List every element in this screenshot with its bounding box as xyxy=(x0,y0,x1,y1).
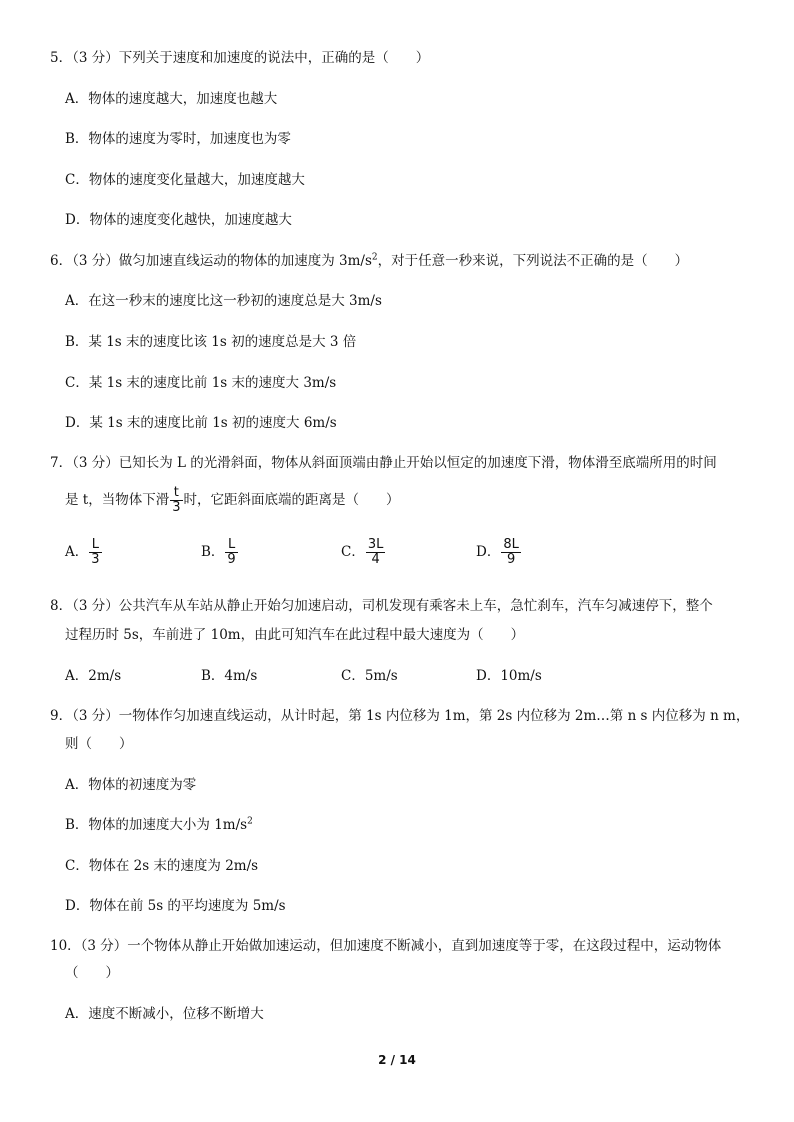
q7-option-d-num: 8L xyxy=(503,537,519,552)
q9-stem-line2: 则（ ） xyxy=(65,736,133,752)
q7-option-c-num: 3L xyxy=(367,537,384,552)
q6-stem-pre: 6．（3 分）做匀加速直线运动的物体的加速度为 3m/s xyxy=(50,253,372,269)
q8-option-b: B．4m/s xyxy=(201,668,258,684)
q6-stem xyxy=(50,252,688,270)
q6-stem-post: ，对于任意一秒来说，下列说法不正确的是（ ） xyxy=(377,253,689,269)
q7-stem-frac-den: 3 xyxy=(172,500,181,515)
q6-option-d: D．某 1s 末的速度比前 1s 初的速度大 6m/s xyxy=(65,415,337,431)
q8-option-a: A．2m/s xyxy=(65,668,122,684)
q7-option-a-fraction xyxy=(89,538,101,567)
q7-stem-frac-num: t xyxy=(170,486,182,501)
q7-option-d xyxy=(476,538,522,567)
q6-stem-sup: 2 xyxy=(371,252,378,263)
q9-option-c: C．物体在 2s 末的速度为 2m/s xyxy=(65,858,259,874)
q9-option-d: D．物体在前 5s 的平均速度为 5m/s xyxy=(65,898,286,914)
q7-option-a-den: 3 xyxy=(91,552,100,567)
q7-option-a-num: L xyxy=(89,538,101,553)
q7-option-c-den: 4 xyxy=(371,552,380,567)
q8-option-c: C．5m/s xyxy=(341,668,398,684)
q7-stem-fraction xyxy=(170,486,182,515)
q7-option-b xyxy=(201,538,239,567)
q7-option-c-fraction xyxy=(366,538,386,567)
q5-option-a: A．物体的速度越大，加速度也越大 xyxy=(65,91,278,107)
q7-stem-line1: 7．（3 分）已知长为 L 的光滑斜面，物体从斜面顶端由静止开始以恒定的加速度下滑，物体滑至底端所用的时间 xyxy=(50,455,717,471)
q7-option-b-label: B． xyxy=(201,544,225,560)
q8-stem-line1: 8．（3 分）公共汽车从车站从静止开始匀加速启动，司机发现有乘客未上车，急忙刹车，汽车匀减速停下，整个 xyxy=(50,598,713,614)
q7-option-d-label: D． xyxy=(476,544,501,560)
page-number: 2 / 14 xyxy=(378,1053,416,1067)
q10-option-a: A．速度不断减小，位移不断增大 xyxy=(65,1006,264,1022)
q5-option-d: D．物体的速度变化越快，加速度越大 xyxy=(65,212,292,228)
q6-option-b: B．某 1s 末的速度比该 1s 初的速度总是大 3 倍 xyxy=(65,334,357,350)
q8-stem-line2: 过程历时 5s，车前进了 10m，由此可知汽车在此过程中最大速度为（ ） xyxy=(65,627,525,643)
q7-option-a-label: A． xyxy=(65,544,89,560)
q7-option-b-fraction xyxy=(225,538,237,567)
q7-option-a xyxy=(65,538,103,567)
q9-option-b xyxy=(65,816,253,834)
q5-option-c: C．物体的速度变化量越大，加速度越大 xyxy=(65,172,305,188)
q7-stem-line2-post: 时，它距斜面底端的距离是（ ） xyxy=(183,492,400,508)
q9-stem-line1: 9．（3 分）一物体作匀加速直线运动，从计时起，第 1s 内位移为 1m，第 2s 内位移为 2m…第 n s 内位移为 n m， xyxy=(50,708,750,724)
q8-option-d: D．10m/s xyxy=(476,668,542,684)
q9-option-a: A．物体的初速度为零 xyxy=(65,777,197,793)
q9-option-b-sup: 2 xyxy=(247,816,253,827)
q5-stem: 5．（3 分）下列关于速度和加速度的说法中，正确的是（ ） xyxy=(50,50,430,66)
q7-option-d-den: 9 xyxy=(506,552,516,567)
q9-option-b-pre: B．物体的加速度大小为 1m/s xyxy=(65,817,248,833)
q10-stem-line2: （ ） xyxy=(65,965,119,981)
q7-option-b-num: L xyxy=(225,538,237,553)
q6-option-a: A．在这一秒末的速度比这一秒初的速度总是大 3m/s xyxy=(65,293,382,309)
q10-stem-line1: 10．（3 分）一个物体从静止开始做加速运动，但加速度不断减小，直到加速度等于零，在这段过程中，运动物体 xyxy=(50,938,722,954)
q7-stem-line2-pre: 是 t，当物体下滑 xyxy=(65,492,170,508)
q7-option-c-label: C． xyxy=(341,544,365,560)
q5-option-b: B．物体的速度为零时，加速度也为零 xyxy=(65,131,291,147)
q7-option-c xyxy=(341,538,386,567)
q6-option-c: C．某 1s 末的速度比前 1s 末的速度大 3m/s xyxy=(65,375,337,391)
q7-stem-line2 xyxy=(65,486,400,515)
q7-option-d-fraction xyxy=(501,538,521,567)
q7-option-b-den: 9 xyxy=(227,552,236,567)
